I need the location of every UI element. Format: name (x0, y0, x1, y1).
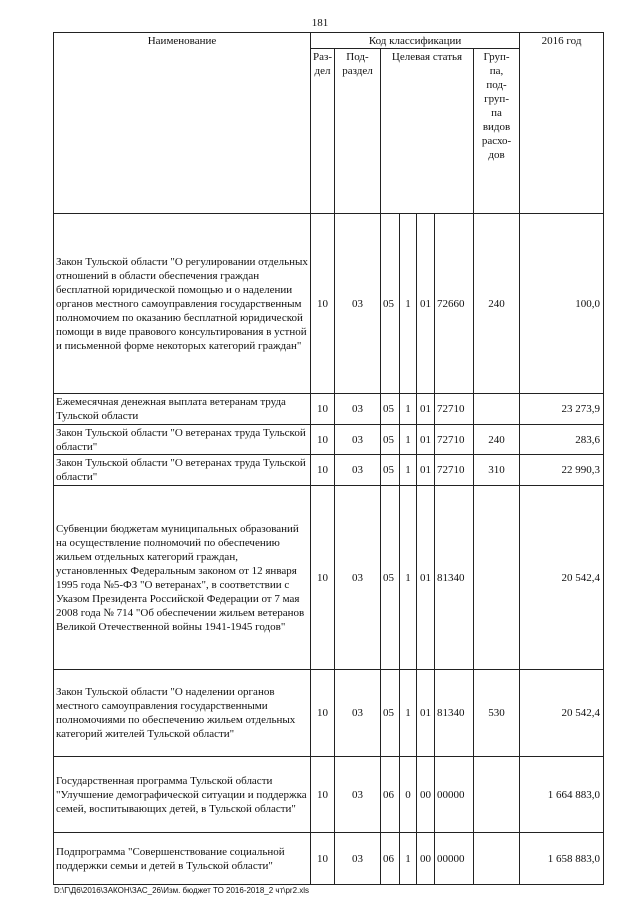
table-row (54, 757, 604, 833)
row-subsection: 03 (335, 425, 381, 455)
table-row (54, 833, 604, 885)
budget-table (53, 32, 604, 885)
row-amount: 283,6 (520, 425, 604, 455)
row-target-3: 01 (417, 425, 435, 455)
row-target-2: 1 (400, 425, 417, 455)
row-target-3: 01 (417, 214, 435, 394)
row-expense-group: 530 (474, 670, 520, 757)
row-expense-group (474, 833, 520, 885)
row-target-2: 1 (400, 214, 417, 394)
row-target-2: 1 (400, 833, 417, 885)
row-subsection: 03 (335, 486, 381, 670)
row-name: Закон Тульской области "О регулировании отдельных отношений в области обеспечения граждан бесплатной юридической помощью и о наделении органов местного самоуправления государственным полномочием по оказанию бесплатной юридической помощи в виде правового консультирования в устной и письменной форме некоторых категорий граждан" (54, 214, 311, 394)
row-expense-group: 240 (474, 425, 520, 455)
row-amount: 20 542,4 (520, 670, 604, 757)
row-target-3: 00 (417, 757, 435, 833)
row-expense-group: 310 (474, 455, 520, 486)
file-path-footer: D:\Г\Д6\2016\ЗАКОН\ЗАС_26\Изм. бюджет ТО 2016-2018_2 чт\pr2.xls (54, 886, 310, 895)
row-target-4: 72710 (435, 394, 474, 425)
row-target-1: 05 (381, 214, 400, 394)
row-target-2: 1 (400, 394, 417, 425)
row-target-1: 06 (381, 757, 400, 833)
row-amount: 1 658 883,0 (520, 833, 604, 885)
row-target-1: 05 (381, 455, 400, 486)
row-subsection: 03 (335, 214, 381, 394)
table-row (54, 394, 604, 425)
row-section: 10 (311, 670, 335, 757)
row-target-2: 1 (400, 455, 417, 486)
row-name: Закон Тульской области "О ветеранах труда Тульской области" (54, 455, 311, 486)
row-amount: 1 664 883,0 (520, 757, 604, 833)
table-row (54, 214, 604, 394)
row-subsection: 03 (335, 833, 381, 885)
row-section: 10 (311, 455, 335, 486)
row-target-1: 05 (381, 394, 400, 425)
row-name: Ежемесячная денежная выплата ветеранам труда Тульской области (54, 394, 311, 425)
row-amount: 20 542,4 (520, 486, 604, 670)
row-subsection: 03 (335, 670, 381, 757)
header-expense-group: Груп- па, под- груп- па видов расхо- дов (474, 49, 520, 214)
row-expense-group: 240 (474, 214, 520, 394)
row-amount: 100,0 (520, 214, 604, 394)
row-target-4: 72710 (435, 425, 474, 455)
row-name: Подпрограмма "Совершенствование социальной поддержки семьи и детей в Тульской области" (54, 833, 311, 885)
header-subsection: Под- раздел (335, 49, 381, 214)
header-name: Наименование (54, 33, 311, 214)
row-section: 10 (311, 757, 335, 833)
row-target-2: 1 (400, 486, 417, 670)
row-name: Закон Тульской области "О наделении органов местного самоуправления государственными полномочиями по обеспечению жильем отдельных категорий жителей Тульской области" (54, 670, 311, 757)
row-target-4: 72710 (435, 455, 474, 486)
table-row (54, 486, 604, 670)
header-code-group: Код классификации (311, 33, 520, 49)
row-subsection: 03 (335, 757, 381, 833)
row-section: 10 (311, 833, 335, 885)
row-target-4: 00000 (435, 757, 474, 833)
page-number: 181 (311, 17, 329, 29)
row-target-4: 81340 (435, 670, 474, 757)
row-subsection: 03 (335, 455, 381, 486)
row-target-3: 01 (417, 455, 435, 486)
row-target-1: 06 (381, 833, 400, 885)
row-target-4: 81340 (435, 486, 474, 670)
row-target-4: 72660 (435, 214, 474, 394)
row-subsection: 03 (335, 394, 381, 425)
row-name: Государственная программа Тульской области "Улучшение демографической ситуации и поддержка семей, воспитывающих детей, в Тульской области" (54, 757, 311, 833)
row-target-3: 01 (417, 486, 435, 670)
row-section: 10 (311, 394, 335, 425)
row-section: 10 (311, 214, 335, 394)
row-target-1: 05 (381, 670, 400, 757)
row-target-1: 05 (381, 486, 400, 670)
row-target-1: 05 (381, 425, 400, 455)
table-row (54, 670, 604, 757)
row-section: 10 (311, 425, 335, 455)
row-target-3: 01 (417, 670, 435, 757)
row-name: Субвенции бюджетам муниципальных образований на осуществление полномочий по обеспечению жильем отдельных категорий граждан, установленных Федеральным законом от 12 января 1995 года №5-ФЗ "О ветеранах", в соответствии с Указом Президента Российской Федерации от 7 мая 2008 года № 714 "Об обеспечении жильем ветеранов Великой Отечественной войны 1941-1945 годов" (54, 486, 311, 670)
row-target-2: 0 (400, 757, 417, 833)
row-amount: 23 273,9 (520, 394, 604, 425)
header-year: 2016 год (520, 33, 604, 214)
row-name: Закон Тульской области "О ветеранах труда Тульской области" (54, 425, 311, 455)
row-expense-group (474, 486, 520, 670)
row-expense-group (474, 394, 520, 425)
header-section: Раз- дел (311, 49, 335, 214)
row-amount: 22 990,3 (520, 455, 604, 486)
row-section: 10 (311, 486, 335, 670)
table-row (54, 425, 604, 455)
row-target-4: 00000 (435, 833, 474, 885)
row-target-3: 00 (417, 833, 435, 885)
row-target-2: 1 (400, 670, 417, 757)
table-row (54, 455, 604, 486)
header-target-article: Целевая статья (381, 49, 474, 214)
row-expense-group (474, 757, 520, 833)
row-target-3: 01 (417, 394, 435, 425)
